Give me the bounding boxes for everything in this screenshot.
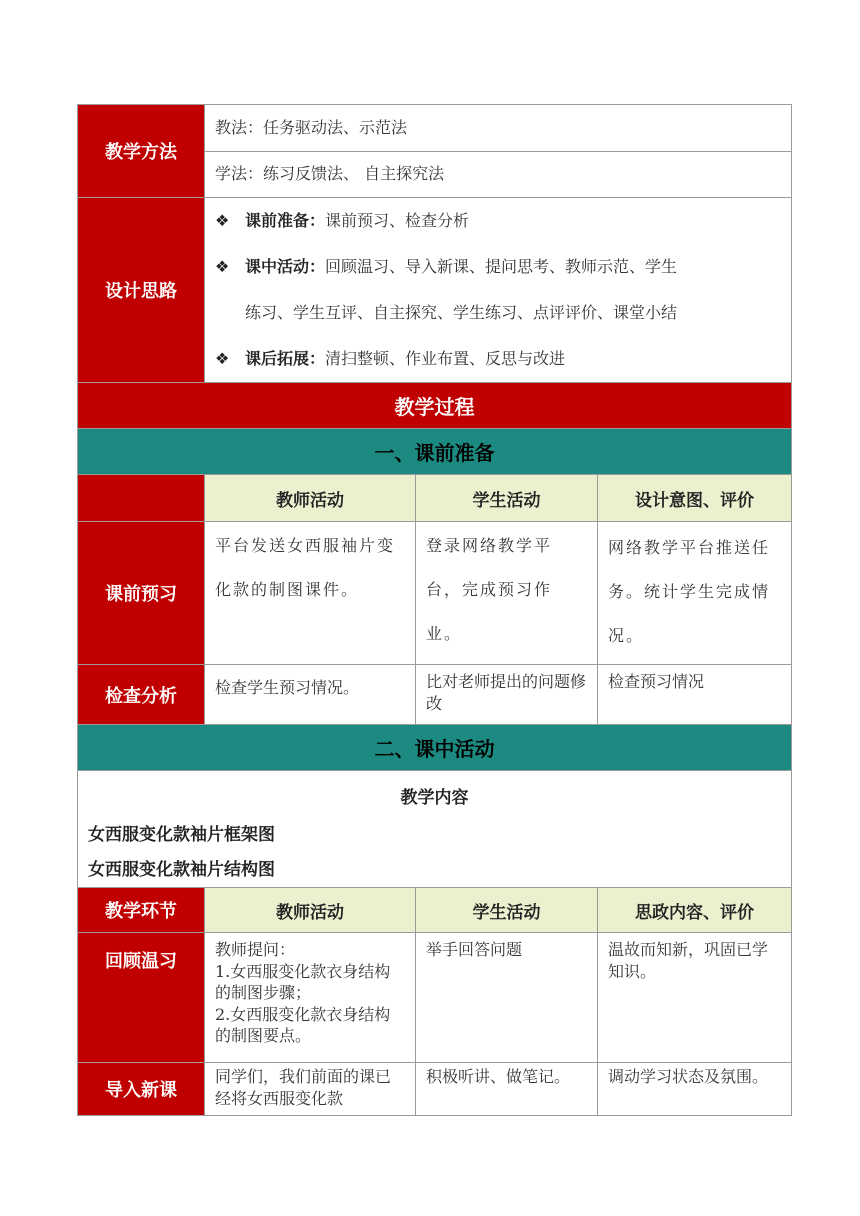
row-label-review: 回顾温习 <box>78 933 205 1063</box>
section2-header-stage: 教学环节 <box>78 888 205 933</box>
bullet-text-continued: 练习、学生互评、自主探究、学生练习、点评评价、课堂小结 <box>245 303 678 322</box>
lesson-plan-table <box>77 104 792 1116</box>
design-bullet-3 <box>215 336 781 382</box>
row-check-student: 比对老师提出的问题修改 <box>416 665 598 725</box>
row-review-student: 举手回答问题 <box>416 933 598 1063</box>
review-teacher-line: 教师提问： <box>215 940 296 959</box>
row-review-teacher <box>205 933 416 1063</box>
row-label-intro: 导入新课 <box>78 1063 205 1116</box>
diamond-bullet-icon: ❖ <box>215 257 230 276</box>
diamond-bullet-icon: ❖ <box>215 349 230 368</box>
section1-header-intent: 设计意图、评价 <box>598 475 792 522</box>
design-content <box>205 198 792 383</box>
bullet-text: 课前预习、检查分析 <box>325 211 470 230</box>
bullet-text: 清扫整顿、作业布置、反思与改进 <box>325 349 566 368</box>
bullet-text: 回顾温习、导入新课、提问思考、教师示范、学生 <box>325 257 678 276</box>
row-intro-intent: 调动学习状态及氛围。 <box>598 1063 792 1116</box>
section1-header-teacher: 教师活动 <box>205 475 416 522</box>
process-title: 教学过程 <box>78 383 792 429</box>
review-teacher-line: 2.女西服变化款衣身结构的制图要点。 <box>215 1004 391 1046</box>
content-line-1: 女西服变化款袖片框架图 <box>88 825 275 845</box>
section2-header-student: 学生活动 <box>416 888 598 933</box>
design-bullet-1 <box>215 198 781 244</box>
row-preview-teacher: 平台发送女西服袖片变化款的制图课件。 <box>205 522 416 665</box>
section2-header-teacher: 教师活动 <box>205 888 416 933</box>
section1-title: 一、课前准备 <box>78 429 792 475</box>
row-preview-student: 登录网络教学平台，完成预习作业。 <box>416 522 598 665</box>
section2-title: 二、课中活动 <box>78 725 792 771</box>
row-review-intent: 温故而知新，巩固已学知识。 <box>598 933 792 1063</box>
row-label-preview: 课前预习 <box>78 522 205 665</box>
row-intro-teacher: 同学们，我们前面的课已经将女西服变化款 <box>205 1063 416 1116</box>
row-check-intent: 检查预习情况 <box>598 665 792 725</box>
methods-line-1: 教法：任务驱动法、示范法 <box>205 105 792 152</box>
bullet-title: 课后拓展： <box>245 349 326 368</box>
section1-header-student: 学生活动 <box>416 475 598 522</box>
teaching-content-cell <box>78 771 792 888</box>
section1-header-blank <box>78 475 205 522</box>
bullet-title: 课前准备： <box>245 211 326 230</box>
content-line-2: 女西服变化款袖片结构图 <box>88 860 275 880</box>
lesson-plan-document <box>77 104 791 1116</box>
row-check-teacher: 检查学生预习情况。 <box>205 665 416 725</box>
design-label: 设计思路 <box>78 198 205 383</box>
section2-header-intent: 思政内容、评价 <box>598 888 792 933</box>
diamond-bullet-icon: ❖ <box>215 211 230 230</box>
design-bullet-2 <box>215 244 781 336</box>
methods-line-2: 学法：练习反馈法、 自主探究法 <box>205 152 792 198</box>
row-label-check: 检查分析 <box>78 665 205 725</box>
bullet-title: 课中活动： <box>245 257 326 276</box>
methods-label: 教学方法 <box>78 105 205 198</box>
content-title: 教学内容 <box>400 788 469 808</box>
review-teacher-line: 1.女西服变化款衣身结构的制图步骤； <box>215 961 391 1003</box>
row-preview-intent: 网络教学平台推送任务。统计学生完成情况。 <box>598 522 792 665</box>
row-intro-student: 积极听讲、做笔记。 <box>416 1063 598 1116</box>
